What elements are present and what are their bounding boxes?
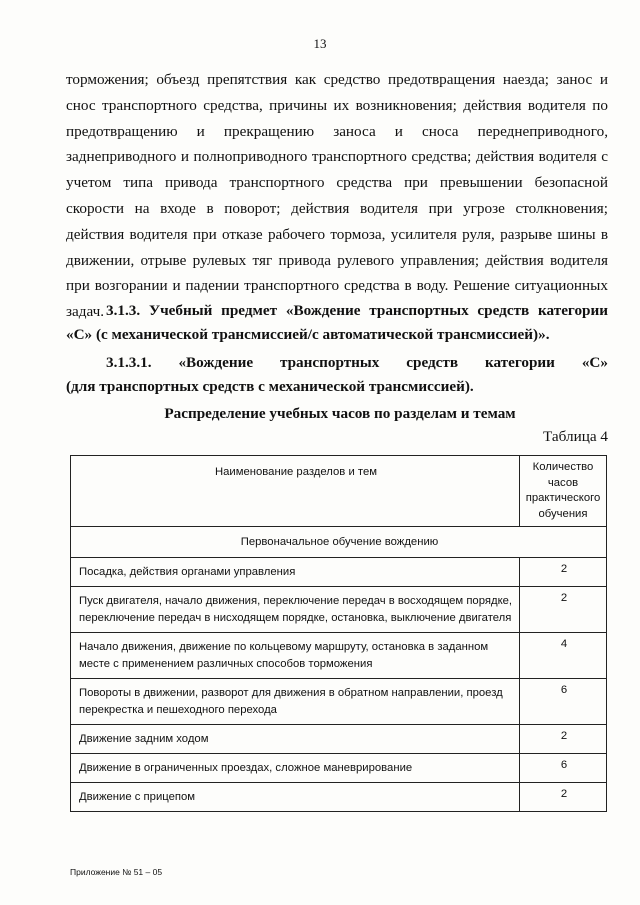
hours-cell: 6 [520, 754, 607, 783]
hours-cell: 2 [520, 725, 607, 754]
subject-heading: 3.1.3. Учебный предмет «Вождение транспортных средств категории «С» (с механической трансмиссией/с автоматической трансмиссией)». [66, 302, 608, 343]
hours-cell: 2 [520, 587, 607, 633]
table-row [71, 558, 607, 587]
footer-note: Приложение № 51 – 05 [70, 867, 163, 877]
table-row [71, 587, 607, 633]
table-row [71, 754, 607, 783]
table-row [71, 633, 607, 679]
topic-cell: Начало движения, движение по кольцевому маршруту, остановка в заданном месте с применением различных способов торможения [71, 633, 520, 679]
header-name: Наименование разделов и тем [71, 456, 520, 527]
topic-cell: Посадка, действия органами управления [71, 558, 520, 587]
section-row [71, 527, 607, 558]
topic-cell: Движение с прицепом [71, 783, 520, 812]
hours-cell: 2 [520, 783, 607, 812]
heading-word: категории [484, 354, 555, 371]
heading-word: «Вождение [178, 354, 254, 371]
table-header-row [71, 456, 607, 527]
heading-word: «С» [581, 354, 608, 371]
paragraph-text: торможения; объезд препятствия как средство предотвращения наезда; занос и снос транспортного средства, причины их возникновения; действия водителя по предотвращению и прекращению заноса и сноса переднеприводного, заднеприводного и полноприводного транспортного средства; действия водителя с учетом типа привода транспортного средства при превышении безопасной скорости на входе в поворот; действия водителя при угрозе столкновения; действия водителя при отказе рабочего тормоза, усилителя руля, разрыве шины в движении, отрыве рулевых тяг привода рулевого управления; действия водителя при возгорании и падении транспортного средства в воду. Решение ситуационных задач. [66, 71, 608, 321]
table-row [71, 783, 607, 812]
subsection-heading [66, 351, 608, 399]
section-title: Первоначальное обучение вождению [71, 527, 607, 558]
table-row [71, 725, 607, 754]
table-title: Распределение учебных часов по разделам и темам [164, 405, 516, 422]
hours-table [70, 455, 607, 812]
hours-cell: 6 [520, 679, 607, 725]
topic-cell: Движение в ограниченных проездах, сложное маневрирование [71, 754, 520, 783]
heading-word: транспортных [279, 354, 380, 371]
heading-word: средств [406, 354, 459, 371]
topic-cell: Движение задним ходом [71, 725, 520, 754]
subsection-heading-line1 [66, 351, 608, 375]
subsection-heading-line2: (для транспортных средств с механической трансмиссией). [66, 378, 474, 395]
heading-word: 3.1.3.1. [106, 354, 152, 371]
table-label: Таблица 4 [543, 428, 608, 445]
page-number: 13 [313, 36, 327, 51]
topic-cell: Пуск двигателя, начало движения, переключение передач в восходящем порядке, переключение передач в нисходящем порядке, остановка, выключение двигателя [71, 587, 520, 633]
hours-cell: 2 [520, 558, 607, 587]
body-paragraph [66, 67, 608, 325]
header-hours: Количество часов практического обучения [520, 456, 607, 527]
topic-cell: Повороты в движении, разворот для движения в обратном направлении, проезд перекрестка и пешеходного перехода [71, 679, 520, 725]
hours-cell: 4 [520, 633, 607, 679]
table-row [71, 679, 607, 725]
